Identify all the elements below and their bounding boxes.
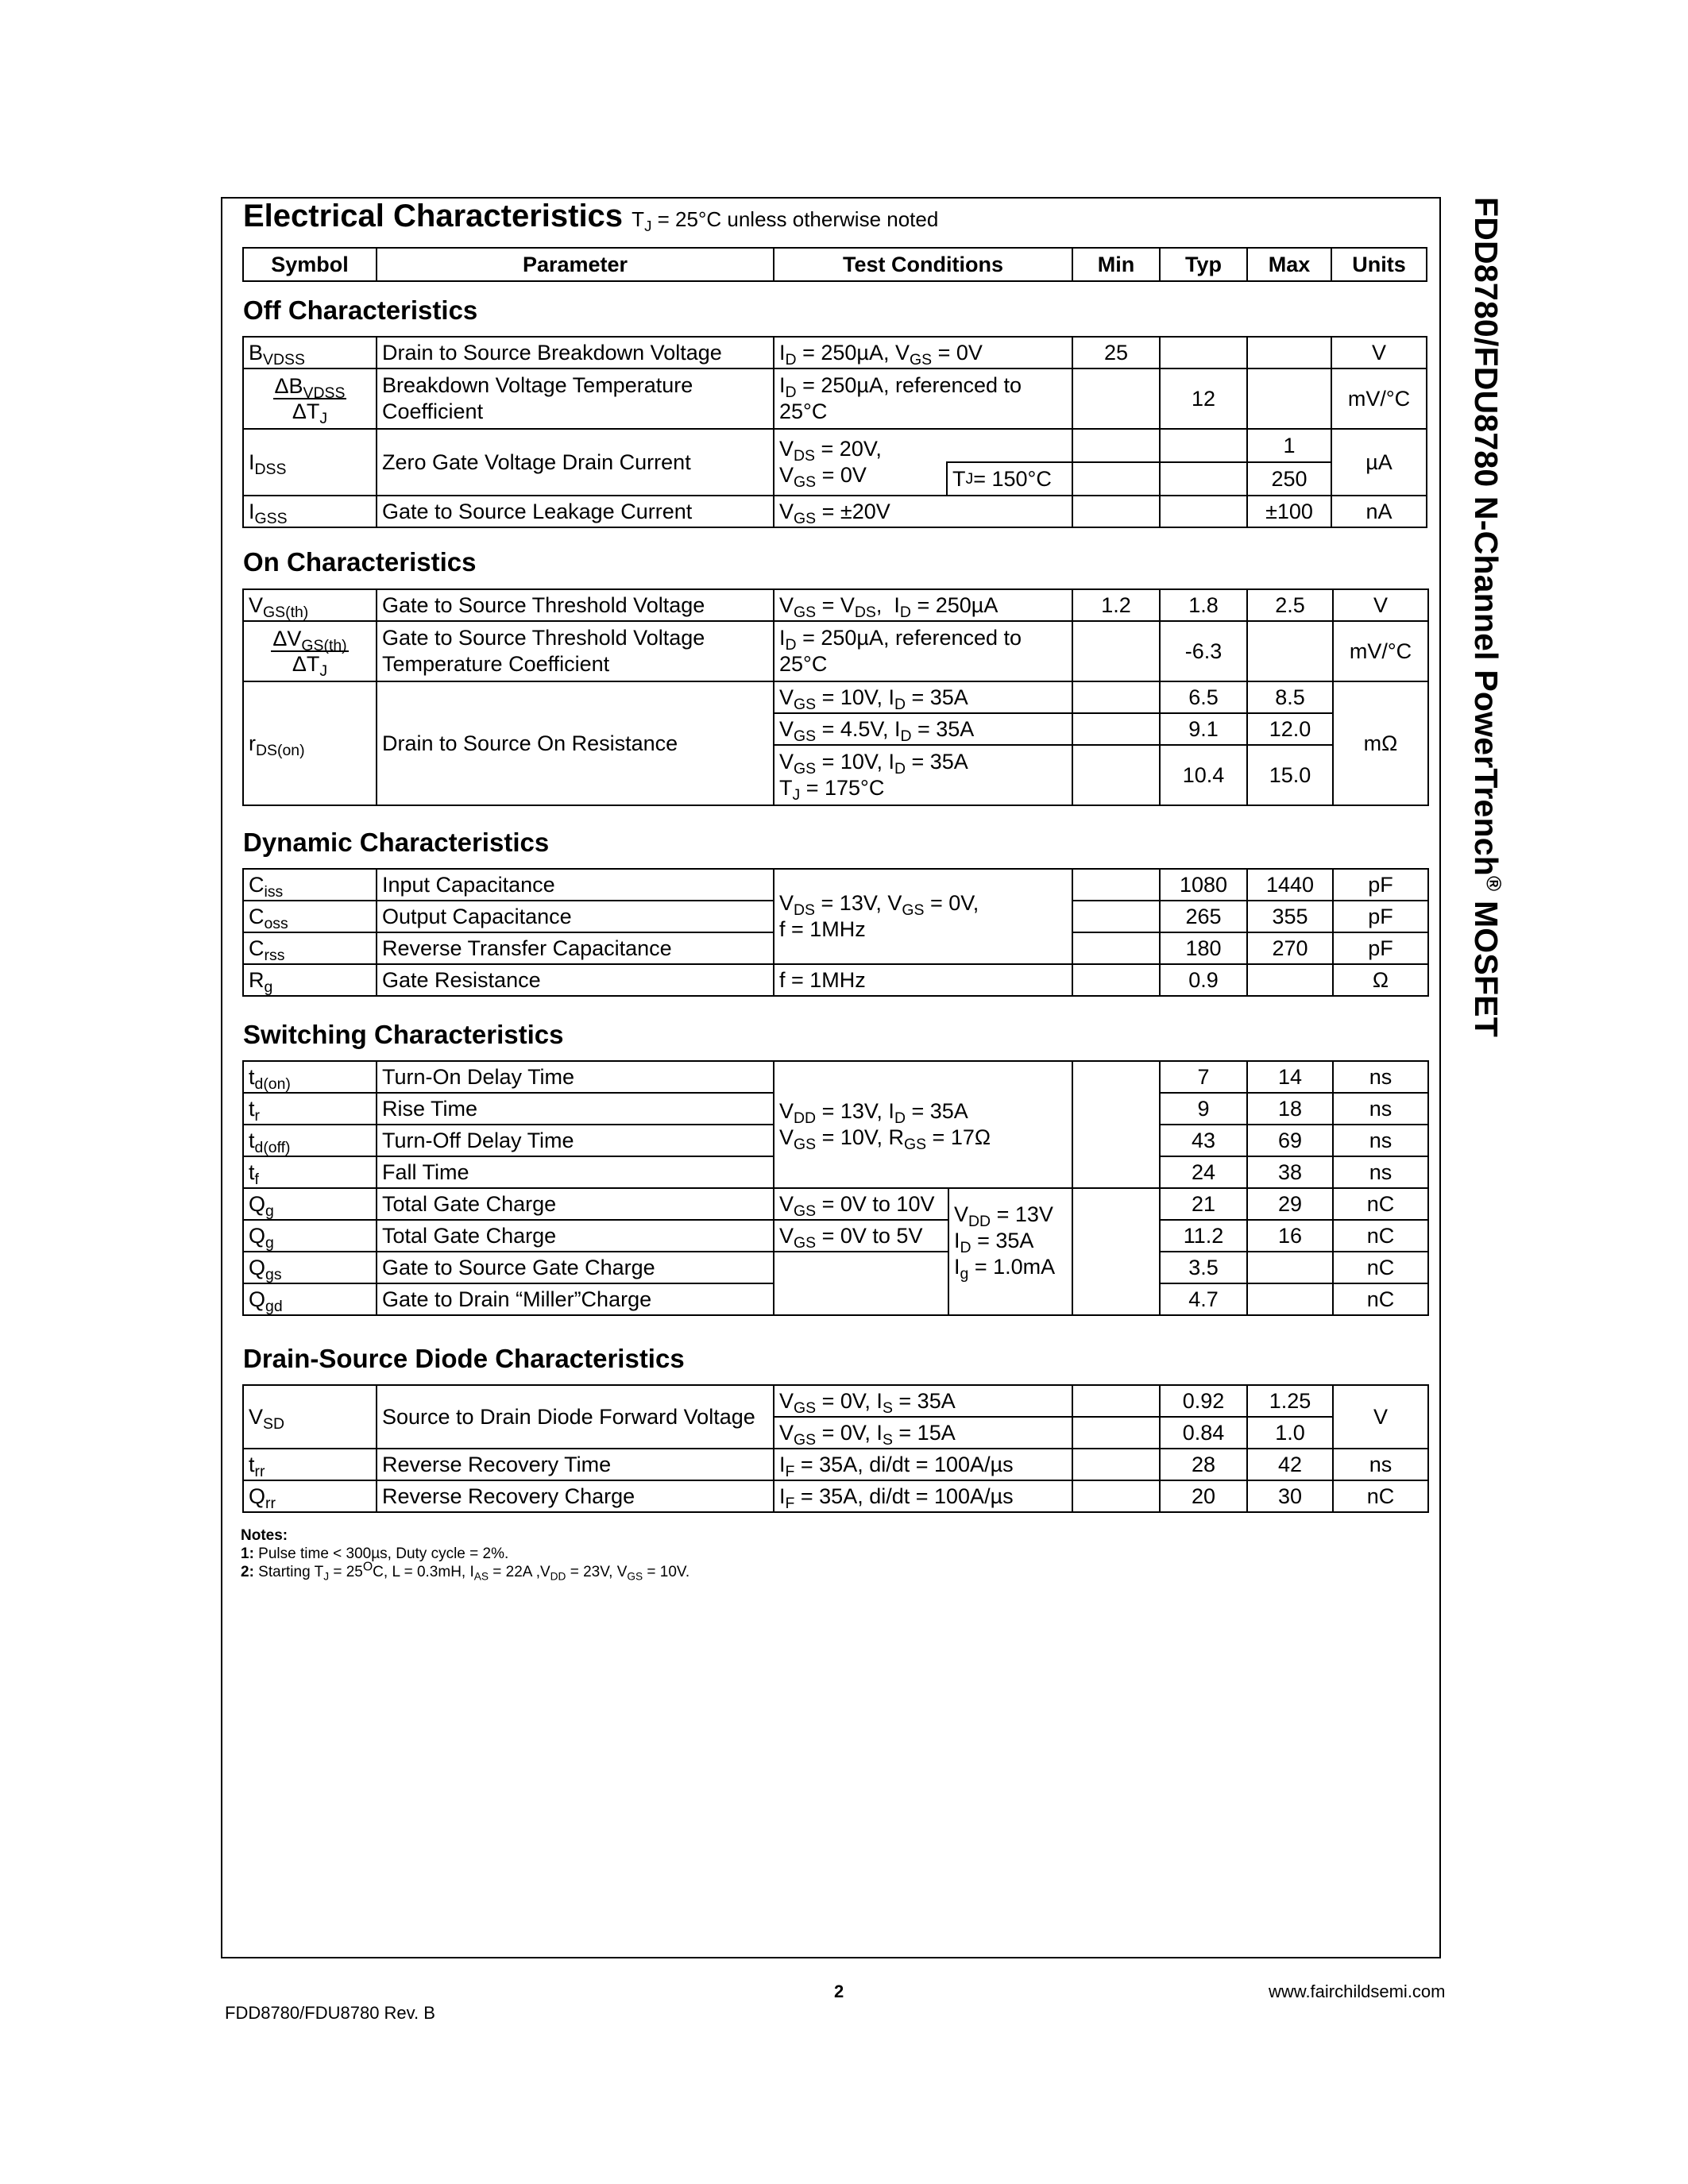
side-title-text: FDD8780/FDU8780 N-Channel PowerTrench <box>1468 197 1505 876</box>
table-row <box>243 429 1427 462</box>
condition-cell: $V_{GS} = V_{DS}$, $I_D = 250\mu A$ <box>774 589 1072 621</box>
col-typ: Typ <box>1160 248 1247 281</box>
condition-cell: $I_D = 250\mu A$, referenced to 25°C <box>774 369 1072 429</box>
unit-cell: ns <box>1333 1093 1428 1125</box>
symbol-cell: $Q_g$ <box>243 1220 377 1252</box>
section-title-on: On Characteristics <box>243 547 477 577</box>
symbol-cell: $C_{oss}$ <box>243 901 377 932</box>
max-cell: 355 <box>1247 901 1333 932</box>
parameter-cell: Rise Time <box>377 1093 774 1125</box>
typ-cell: 3.5 <box>1160 1252 1247 1283</box>
max-cell <box>1247 1283 1333 1315</box>
max-cell: 12.0 <box>1247 713 1333 745</box>
unit-cell: nC <box>1333 1480 1428 1512</box>
unit-cell: nA <box>1331 496 1427 527</box>
section-title-switching: Switching Characteristics <box>243 1020 564 1049</box>
table-row <box>243 369 1427 429</box>
min-cell: 1.2 <box>1072 589 1160 621</box>
typ-cell: 265 <box>1160 901 1247 932</box>
parameter-cell: Total Gate Charge <box>377 1220 774 1252</box>
max-cell: 69 <box>1247 1125 1333 1156</box>
unit-cell: µA <box>1331 429 1427 496</box>
on-characteristics-table <box>242 588 1429 806</box>
typ-cell: 1.8 <box>1160 589 1247 621</box>
typ-cell: 24 <box>1160 1156 1247 1188</box>
max-cell: 2.5 <box>1247 589 1333 621</box>
typ-cell: 4.7 <box>1160 1283 1247 1315</box>
typ-cell: 0.84 <box>1160 1417 1247 1449</box>
parameter-cell: Total Gate Charge <box>377 1188 774 1220</box>
table-row <box>243 1252 1428 1283</box>
max-cell: 15.0 <box>1247 745 1333 805</box>
max-cell: 1 <box>1247 429 1331 462</box>
website-link[interactable]: www.fairchildsemi.com <box>1269 1981 1446 2001</box>
table-row <box>243 1449 1428 1480</box>
condition-cell: $V_{DS} = 13V$, $V_{GS} = 0V$, f = 1MHz <box>774 869 1072 964</box>
symbol-cell: $I_{DSS}$ <box>243 429 377 496</box>
unit-cell: nC <box>1333 1283 1428 1315</box>
col-max: Max <box>1247 248 1331 281</box>
max-cell: 29 <box>1247 1188 1333 1220</box>
condition-cell: f = 1MHz <box>774 964 1072 996</box>
unit-cell: mΩ <box>1333 681 1428 805</box>
section-title-dynamic: Dynamic Characteristics <box>243 828 550 857</box>
condition-cell: $I_D = 250\mu A$, referenced to 25°C <box>774 621 1072 681</box>
parameter-cell: Drain to Source On Resistance <box>377 681 774 805</box>
condition-cell: $V_{GS} = 10V$, $I_D = 35A$ $T_J = 175^\circ C$ <box>774 745 1072 805</box>
section-title-diode: Drain-Source Diode Characteristics <box>243 1344 685 1373</box>
col-units: Units <box>1331 248 1427 281</box>
table-row <box>243 1220 1428 1252</box>
typ-cell: 9.1 <box>1160 713 1247 745</box>
parameter-cell: Gate to Source Threshold Voltage Temperature Coefficient <box>377 621 774 681</box>
parameter-cell: Source to Drain Diode Forward Voltage <box>377 1385 774 1449</box>
side-title <box>1460 197 1508 1420</box>
table-row <box>243 1385 1428 1417</box>
parameter-cell: Gate to Source Gate Charge <box>377 1252 774 1283</box>
typ-cell: 28 <box>1160 1449 1247 1480</box>
max-cell: 1.25 <box>1247 1385 1333 1417</box>
symbol-cell: $t_{d(off)}$ <box>243 1125 377 1156</box>
parameter-cell: Gate to Source Leakage Current <box>377 496 774 527</box>
registered-mark: ® <box>1481 876 1506 892</box>
typ-cell: 1080 <box>1160 869 1247 901</box>
page-number: 2 <box>834 1981 844 2001</box>
table-row <box>243 964 1428 996</box>
parameter-cell: Zero Gate Voltage Drain Current <box>377 429 774 496</box>
table-row <box>243 1061 1428 1093</box>
typ-cell: -6.3 <box>1160 621 1247 681</box>
dynamic-characteristics-table <box>242 868 1429 997</box>
table-row <box>243 1188 1428 1220</box>
notes-title: Notes: <box>241 1527 288 1544</box>
table-row <box>243 681 1428 713</box>
max-cell: 42 <box>1247 1449 1333 1480</box>
heading-condition: $T_J = 25^\circ C$ unless otherwise noted <box>632 207 939 234</box>
col-test-conditions: Test Conditions <box>774 248 1072 281</box>
table-row <box>243 337 1427 369</box>
max-cell <box>1247 1252 1333 1283</box>
typ-cell: 20 <box>1160 1480 1247 1512</box>
max-cell: 18 <box>1247 1093 1333 1125</box>
condition-cell: $V_{GS} = \pm 20V$ <box>774 496 1072 527</box>
typ-cell: 10.4 <box>1160 745 1247 805</box>
parameter-cell: Breakdown Voltage Temperature Coefficient <box>377 369 774 429</box>
table-row <box>243 496 1427 527</box>
typ-cell: 0.9 <box>1160 964 1247 996</box>
condition-cell: $I_F = 35A$, di/dt = 100A/µs <box>774 1449 1072 1480</box>
symbol-cell: $\frac{\Delta B_{VDSS}}{\Delta T_J}$ <box>243 369 377 429</box>
symbol-cell: $\frac{\Delta V_{GS(th)}}{\Delta T_J}$ <box>243 621 377 681</box>
symbol-cell: $Q_{rr}$ <box>243 1480 377 1512</box>
parameter-cell: Reverse Recovery Charge <box>377 1480 774 1512</box>
unit-cell: mV/°C <box>1333 621 1428 681</box>
unit-cell: pF <box>1333 869 1428 901</box>
symbol-cell: $r_{DS(on)}$ <box>243 681 377 805</box>
condition-cell: $V_{DS} = 20V$, $V_{GS} = 0V$ T J = 150°C <box>774 429 1072 496</box>
unit-cell: ns <box>1333 1449 1428 1480</box>
max-cell: 8.5 <box>1247 681 1333 713</box>
typ-cell: 43 <box>1160 1125 1247 1156</box>
symbol-cell: $Q_{gd}$ <box>243 1283 377 1315</box>
parameter-cell: Turn-Off Delay Time <box>377 1125 774 1156</box>
typ-cell: 12 <box>1160 369 1247 429</box>
max-cell: 16 <box>1247 1220 1333 1252</box>
typ-cell: 0.92 <box>1160 1385 1247 1417</box>
document-revision: FDD8780/FDU8780 Rev. B <box>225 2003 435 2023</box>
parameter-cell: Gate Resistance <box>377 964 774 996</box>
symbol-cell: $V_{SD}$ <box>243 1385 377 1449</box>
max-cell: 30 <box>1247 1480 1333 1512</box>
symbol-cell: $Q_{gs}$ <box>243 1252 377 1283</box>
condition-cell: $V_{GS} = 0V$, $I_S = 35A$ <box>774 1385 1072 1417</box>
unit-cell: pF <box>1333 901 1428 932</box>
symbol-cell: $t_f$ <box>243 1156 377 1188</box>
unit-cell: nC <box>1333 1252 1428 1283</box>
max-cell: ±100 <box>1247 496 1331 527</box>
max-cell: 38 <box>1247 1156 1333 1188</box>
max-cell: 270 <box>1247 932 1333 964</box>
symbol-cell: $C_{rss}$ <box>243 932 377 964</box>
condition-cell: $V_{GS} = 10V$, $I_D = 35A$ <box>774 681 1072 713</box>
table-row <box>243 621 1428 681</box>
parameter-cell: Gate to Drain “Miller”Charge <box>377 1283 774 1315</box>
unit-cell: pF <box>1333 932 1428 964</box>
condition-cell: $V_{GS} = 4.5V$, $I_D = 35A$ <box>774 713 1072 745</box>
max-cell: 14 <box>1247 1061 1333 1093</box>
condition-cell: $V_{DD} = 13V$, $I_D = 35A$ $V_{GS} = 10V$, $R_{GS} = 17\Omega$ <box>774 1061 1072 1188</box>
diode-characteristics-table <box>242 1384 1429 1513</box>
typ-cell: 7 <box>1160 1061 1247 1093</box>
off-characteristics-table <box>242 336 1427 528</box>
symbol-cell: $t_{d(on)}$ <box>243 1061 377 1093</box>
condition-cell: $I_F = 35A$, di/dt = 100A/µs <box>774 1480 1072 1512</box>
parameter-cell: Gate to Source Threshold Voltage <box>377 589 774 621</box>
parameter-cell: Reverse Transfer Capacitance <box>377 932 774 964</box>
unit-cell: ns <box>1333 1061 1428 1093</box>
condition-cell: $V_{GS} = 0V$ to 5V <box>774 1220 948 1252</box>
symbol-cell: $t_{rr}$ <box>243 1449 377 1480</box>
unit-cell: V <box>1333 589 1428 621</box>
condition-cell: $V_{GS} = 0V$ to 10V <box>774 1188 948 1220</box>
col-min: Min <box>1072 248 1160 281</box>
parameter-cell: Turn-On Delay Time <box>377 1061 774 1093</box>
symbol-cell: $R_g$ <box>243 964 377 996</box>
table-row <box>243 1480 1428 1512</box>
unit-cell: Ω <box>1333 964 1428 996</box>
min-cell: 25 <box>1072 337 1160 369</box>
parameter-cell: Drain to Source Breakdown Voltage <box>377 337 774 369</box>
symbol-cell: $Q_g$ <box>243 1188 377 1220</box>
symbol-cell: $C_{iss}$ <box>243 869 377 901</box>
heading-title: Electrical Characteristics <box>243 199 624 233</box>
max-cell: 1.0 <box>1247 1417 1333 1449</box>
typ-cell: 21 <box>1160 1188 1247 1220</box>
switching-characteristics-table <box>242 1060 1429 1316</box>
side-title-tail: MOSFET <box>1468 891 1505 1037</box>
symbol-cell: $V_{GS(th)}$ <box>243 589 377 621</box>
table-row <box>243 869 1428 901</box>
parameter-cell: Input Capacitance <box>377 869 774 901</box>
section-heading <box>243 199 938 234</box>
parameter-cell: Reverse Recovery Time <box>377 1449 774 1480</box>
symbol-cell: $I_{GSS}$ <box>243 496 377 527</box>
max-cell <box>1247 964 1333 996</box>
table-row <box>243 589 1428 621</box>
unit-cell: nC <box>1333 1220 1428 1252</box>
notes <box>241 1526 689 1581</box>
typ-cell: 9 <box>1160 1093 1247 1125</box>
col-parameter: Parameter <box>377 248 774 281</box>
unit-cell: nC <box>1333 1188 1428 1220</box>
max-cell: 1440 <box>1247 869 1333 901</box>
column-header-table <box>242 247 1427 282</box>
parameter-cell: Output Capacitance <box>377 901 774 932</box>
unit-cell: V <box>1333 1385 1428 1449</box>
typ-cell: 180 <box>1160 932 1247 964</box>
note-1: 1: Pulse time < 300µs, Duty cycle = 2%. <box>241 1545 509 1562</box>
unit-cell: mV/°C <box>1331 369 1427 429</box>
typ-cell: 11.2 <box>1160 1220 1247 1252</box>
max-cell: 250 <box>1247 462 1331 496</box>
symbol-cell: $B_{VDSS}$ <box>243 337 377 369</box>
parameter-cell: Fall Time <box>377 1156 774 1188</box>
section-title-off: Off Characteristics <box>243 295 478 325</box>
unit-cell: ns <box>1333 1125 1428 1156</box>
col-symbol: Symbol <box>243 248 377 281</box>
condition-cell: $V_{DD} = 13V$ $I_D = 35A$ $I_g = 1.0mA$ <box>948 1188 1072 1315</box>
unit-cell: V <box>1331 337 1427 369</box>
condition-cell: $V_{GS} = 0V$, $I_S = 15A$ <box>774 1417 1072 1449</box>
condition-cell: $I_D = 250\mu A$, $V_{GS} = 0V$ <box>774 337 1072 369</box>
symbol-cell: $t_r$ <box>243 1093 377 1125</box>
note-2: 2: Starting $T_J = 25^OC$, L = 0.3mH, $I_{AS} = 22A$ $,V_{DD} = 23V$, $V_{GS} = 10V$. <box>241 1560 690 1583</box>
unit-cell: ns <box>1333 1156 1428 1188</box>
typ-cell: 6.5 <box>1160 681 1247 713</box>
